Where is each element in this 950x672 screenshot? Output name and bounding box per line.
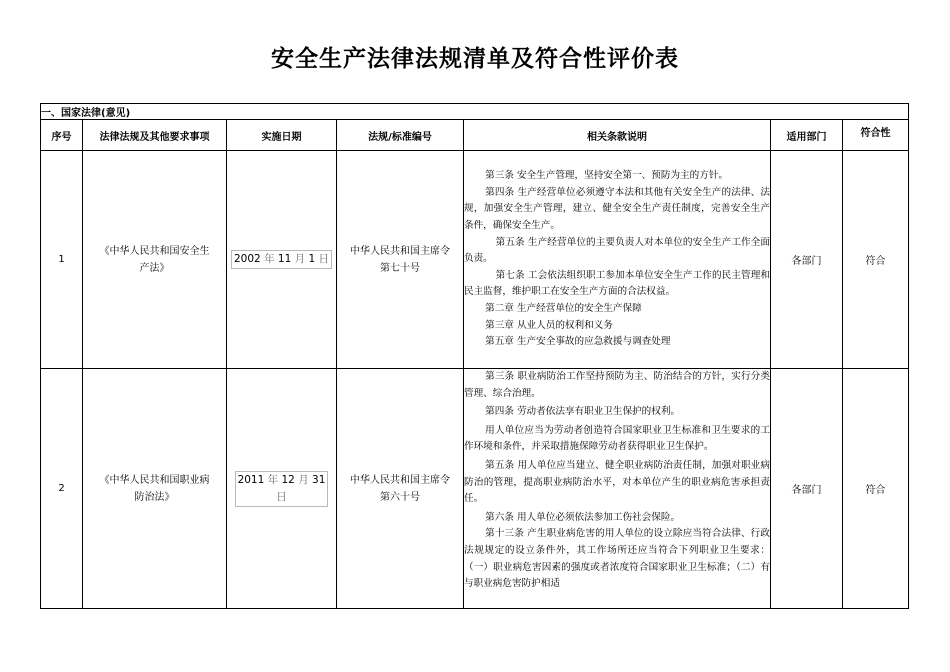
document-title: 安全生产法律法规清单及符合性评价表 [271, 46, 679, 72]
date-day: 1 [308, 253, 316, 265]
date-field[interactable] [235, 471, 329, 507]
code-line: 第七十号 [380, 262, 420, 274]
clause-text: 第三章 从业人员的权利和义务 [485, 319, 613, 331]
row-department: 各部门 [771, 369, 843, 609]
clause-text: 第五章 生产安全事故的应急救援与调查处理 [485, 336, 671, 348]
date-year: 2011 [237, 473, 265, 486]
date-year-unit: 年 [267, 473, 279, 486]
section-title: 一、国家法律(意见) [41, 104, 909, 120]
row-clauses [464, 151, 771, 369]
section-header-row [41, 104, 909, 120]
header-seq: 序号 [41, 120, 83, 151]
row-department: 各部门 [771, 151, 843, 369]
clause-text: 第三条 安全生产管理，坚持安全第一、预防为主的方针。 [485, 170, 729, 182]
row-conformity: 符合 [843, 151, 909, 369]
table-row [41, 369, 909, 609]
clause-container [464, 369, 770, 608]
header-clauses: 相关条款说明 [464, 120, 771, 151]
header-dept: 适用部门 [771, 120, 843, 151]
code-line: 中华人民共和国主席令 [350, 245, 450, 257]
date-year: 2002 [233, 253, 261, 265]
row-seq: 1 [41, 151, 83, 369]
clause-text: 第五条 生产经营单位的主要负责人对本单位的安全生产工作全面负责。 [464, 236, 770, 265]
law-name-line: 产法》 [139, 262, 170, 274]
clause-text: 第十三条 产生职业病危害的用人单位的设立除应当符合法律、行政法规规定的设立条件外，其工作场所还应当符合下列职业卫生要求：（一）职业病危害因素的强度或者浓度符合国家职业卫生标准；（二）有与职业病危害防护相适 [464, 528, 770, 590]
row-seq: 2 [41, 369, 83, 609]
clause-text: 第五条 用人单位应当建立、健全职业病防治责任制，加强对职业病防治的管理，提高职业病防治水平，对本单位产生的职业病危害承担责任。 [464, 459, 770, 505]
clause-text: 第四条 劳动者依法享有职业卫生保护的权利。 [485, 406, 681, 418]
date-month: 11 [277, 253, 292, 265]
row-law-name [83, 369, 227, 609]
date-year-unit: 年 [264, 253, 275, 265]
date-month: 12 [281, 473, 295, 486]
row-regulation-code [337, 369, 464, 609]
clause-text: 用人单位应当为劳动者创造符合国家职业卫生标准和卫生要求的工作环境和条件，并采取措施保障劳动者获得职业卫生保护。 [464, 424, 770, 453]
row-law-name [83, 151, 227, 369]
row-conformity: 符合 [843, 369, 909, 609]
clause-text: 第二章 生产经营单位的安全生产保障 [485, 302, 642, 314]
row-clauses [464, 369, 771, 609]
row-effective-date [227, 369, 337, 609]
clause-text: 第七条 工会依法组织职工参加本单位安全生产工作的民主管理和民主监督，维护职工在安全生产方面的合法权益。 [464, 269, 770, 298]
header-fit: 符合性 [843, 120, 909, 151]
header-date: 实施日期 [227, 120, 337, 151]
date-day: 31 [312, 473, 326, 486]
code-line: 第六十号 [380, 491, 420, 503]
clause-text: 第四条 生产经营单位必须遵守本法和其他有关安全生产的法律、法规，加强安全生产管理，建立、健全安全生产责任制度，完善安全生产条件，确保安全生产。 [464, 186, 770, 232]
date-month-unit: 月 [294, 253, 306, 265]
table-row [41, 151, 909, 369]
law-name-line: 防治法》 [134, 491, 175, 503]
row-regulation-code [337, 151, 464, 369]
law-name-line: 《中华人民共和国职业病 [99, 474, 210, 486]
clause-text: 第六条 用人单位必须依法参加工伤社会保险。 [485, 511, 681, 523]
row-effective-date [227, 151, 337, 369]
header-code: 法规/标准编号 [337, 120, 464, 151]
header-name: 法律法规及其他要求事项 [83, 120, 227, 151]
date-day-unit: 日 [318, 253, 329, 265]
clause-text: 第三条 职业病防治工作坚持预防为主、防治结合的方针，实行分类管理、综合治理。 [464, 371, 770, 399]
law-name-line: 《中华人民共和国安全生 [99, 245, 210, 257]
date-month-unit: 月 [298, 473, 309, 486]
date-field[interactable] [231, 250, 332, 269]
regulations-table [40, 103, 909, 609]
code-line: 中华人民共和国主席令 [350, 474, 450, 486]
date-day-unit: 日 [276, 490, 287, 503]
column-header-row [41, 120, 909, 151]
